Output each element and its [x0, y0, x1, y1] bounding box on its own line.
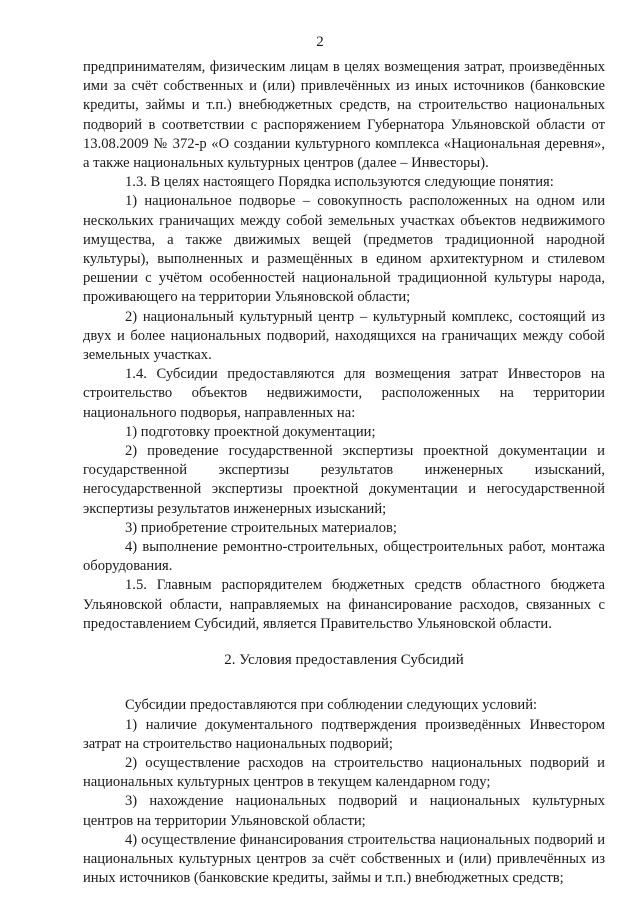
list-item-1: 1) подготовку проектной документации; [125, 423, 376, 440]
document-body [83, 58, 605, 888]
condition-1: 1) наличие документального подтверждения произведённых Инвестором затрат на строительство национальных подворий; [83, 716, 605, 752]
list-item-2: 2) проведение государственной экспертизы проектной документации и государственной экспертизы результатов инженерных изысканий, негосударственной экспертизы проектной документации и негосударственной экспертизы результатов инженерных изысканий; [83, 443, 605, 517]
list-item-4: 4) выполнение ремонтно-строительных, общестроительных работ, монтажа оборудования. [83, 539, 605, 575]
conditions-intro: Субсидии предоставляются при соблюдении следующих условий: [125, 697, 538, 714]
paragraph-1-4: 1.4. Субсидии предоставляются для возмещения затрат Инвесторов на строительство объектов недвижимости, расположенных на территории национального подворья, направленных на: [83, 366, 605, 421]
section-title: 2. Условия предоставления Субсидий [224, 652, 464, 669]
condition-2: 2) осуществление расходов на строительство национальных подворий и национальных культурных центров в текущем календарном году; [83, 754, 605, 791]
page-number: 2 [316, 34, 324, 50]
paragraph-1-3: 1.3. В целях настоящего Порядка используются следующие понятия: [125, 174, 554, 191]
condition-4: 4) осуществление финансирования строительства национальных подворий и национальных культурных центров за счёт собственных и (или) привлечённых из иных источников (банковские кредиты, займы и т.п.) внебюджетных средств; [83, 831, 605, 887]
definition-1: 1) национальное подворье – совокупность расположенных на одном или нескольких граничащих между собой земельных участках объектов недвижимого имущества, а также движимых вещей (предметов традиционной народной культуры), выполненных и размещённых в едином архитектурном и стилевом решении с учётом особенностей национальной традиционной культуры народа, проживающего на территории Ульяновской области; [83, 193, 605, 306]
list-item-3: 3) приобретение строительных материалов; [125, 519, 397, 536]
paragraph-continuation: предпринимателям, физическим лицам в целях возмещения затрат, произведённых ими за счёт собственных и (или) привлечённых из иных источников (банковские кредиты, займы и т.п.) внебюджетных средств, на строительство национальных подворий в соответствии с распоряжением Губернатора Ульяновской области от 13.08.2009 № 372-р «О создании культурного комплекса «Национальная деревня», а также национальных культурных центров (далее – Инвесторы). [83, 59, 605, 172]
definition-2: 2) национальный культурный центр – культурный комплекс, состоящий из двух и более национальных подворий, находящихся на граничащих между собой земельных участках. [83, 308, 605, 364]
condition-3: 3) нахождение национальных подворий и национальных культурных центров на территории Ульяновской области; [83, 793, 605, 829]
paragraph-1-5: 1.5. Главным распорядителем бюджетных средств областного бюджета Ульяновской области, направляемых на финансирование расходов, связанных с предоставлением Субсидий, является Правительство Ульяновской области. [83, 577, 605, 632]
